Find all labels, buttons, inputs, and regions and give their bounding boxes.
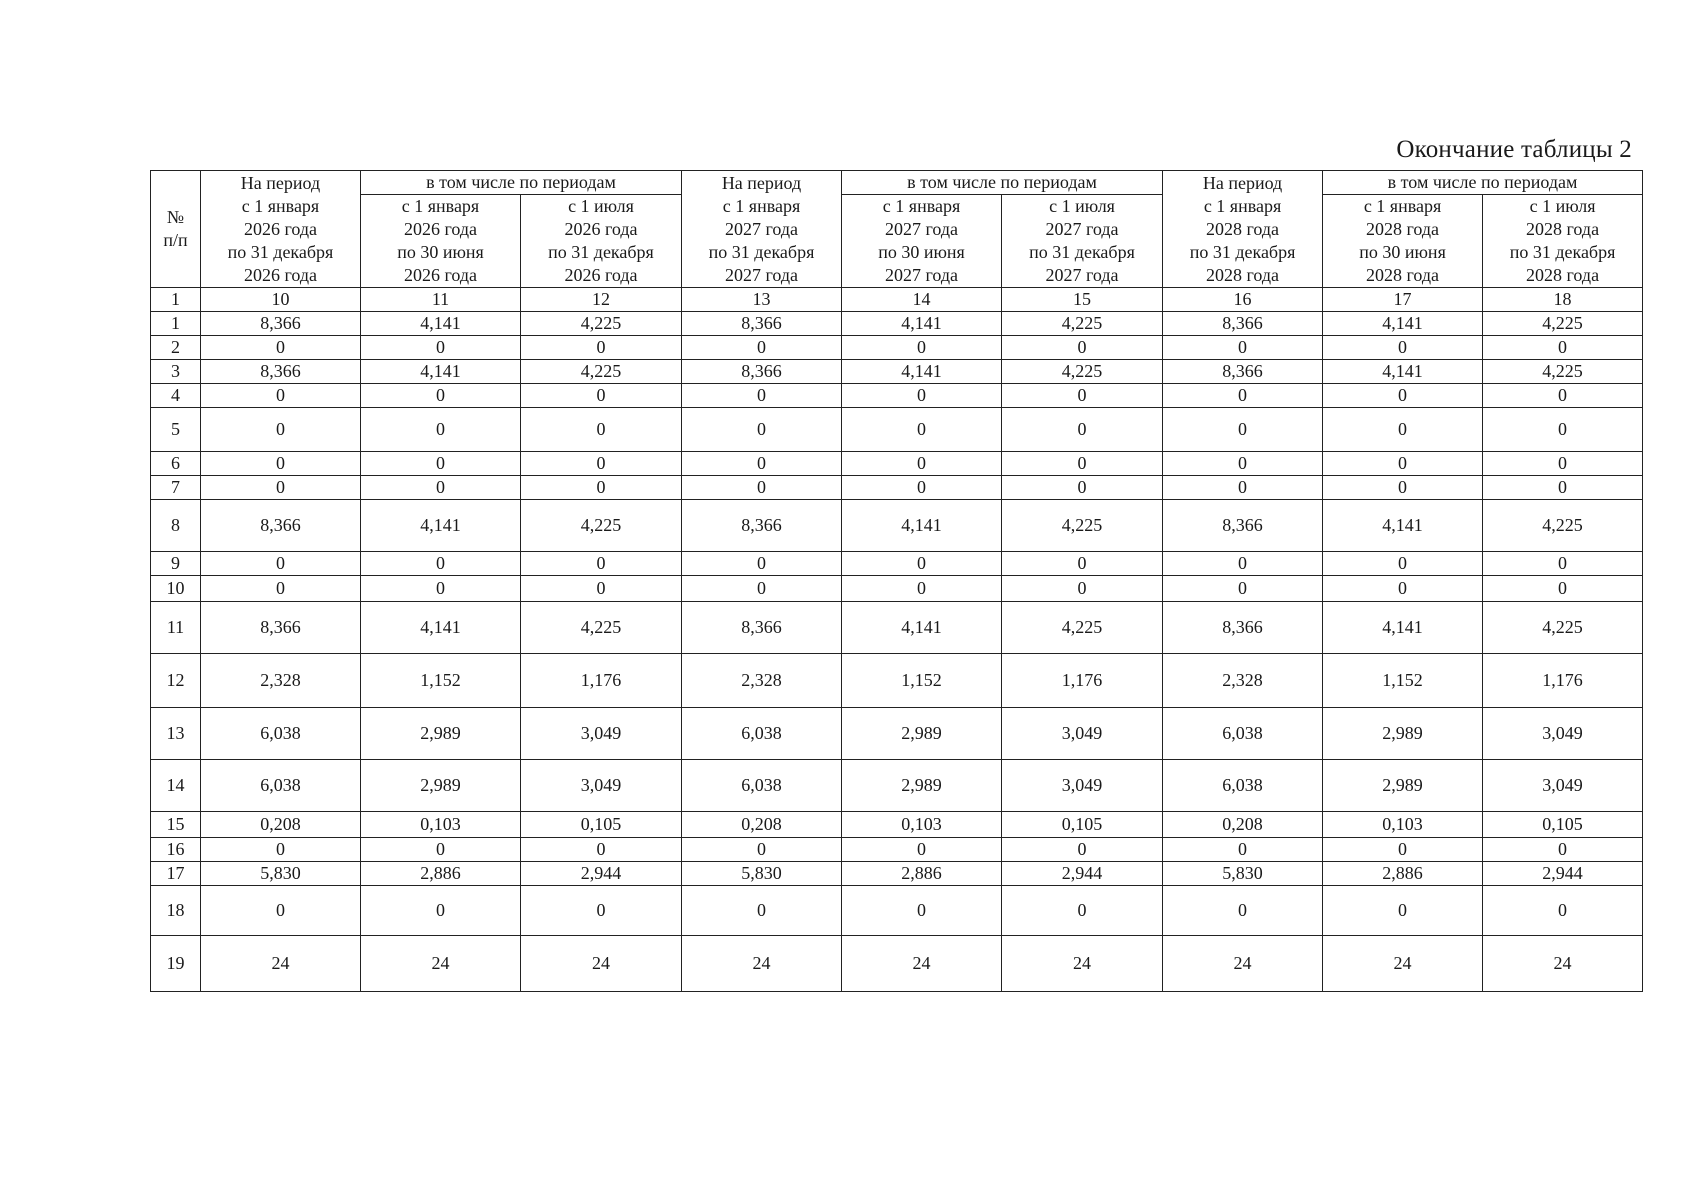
table-cell: 0 [1483,886,1643,936]
table-cell: 2,944 [1002,862,1163,886]
table-cell: 2,989 [842,760,1002,812]
table-cell: 2,328 [201,654,361,708]
table-cell: 3,049 [1483,708,1643,760]
table-cell: 0,103 [361,812,521,838]
first-half-header-2026: с 1 января 2026 года по 30 июня 2026 года [361,195,521,288]
table-cell: 0 [361,886,521,936]
table-cell: 24 [361,936,521,992]
table-cell: 0 [1002,476,1163,500]
table-cell: 4,141 [842,312,1002,336]
column-number: 12 [521,288,682,312]
row-number: 6 [151,452,201,476]
num-col-header: № п/п [151,171,201,288]
table-cell: 3,049 [1483,760,1643,812]
table-cell: 24 [1483,936,1643,992]
table-cell: 0 [1163,886,1323,936]
row-number: 2 [151,336,201,360]
row-number: 11 [151,602,201,654]
table-cell: 4,225 [1002,500,1163,552]
table-cell: 0 [1323,838,1483,862]
table-cell: 4,141 [1323,602,1483,654]
table-cell: 4,141 [1323,312,1483,336]
table-row [151,384,1643,408]
table-body [151,312,1643,992]
table-cell: 0,208 [201,812,361,838]
row-number: 12 [151,654,201,708]
table-cell: 0 [521,384,682,408]
row-number: 18 [151,886,201,936]
data-table [150,170,1643,992]
table-row [151,576,1643,602]
table-row [151,500,1643,552]
second-half-header-2028: с 1 июля 2028 года по 31 декабря 2028 года [1483,195,1643,288]
row-number: 14 [151,760,201,812]
first-half-header-2027: с 1 января 2027 года по 30 июня 2027 года [842,195,1002,288]
table-cell: 0 [1323,336,1483,360]
table-cell: 1,176 [1002,654,1163,708]
table-cell: 0 [201,576,361,602]
table-cell: 0,105 [1002,812,1163,838]
table-cell: 0 [1002,384,1163,408]
table-cell: 8,366 [201,602,361,654]
row-number: 1 [151,312,201,336]
table-cell: 0 [361,452,521,476]
table-cell: 8,366 [1163,360,1323,384]
table-cell: 0 [1483,476,1643,500]
table-cell: 0,208 [682,812,842,838]
table-cell: 4,141 [1323,360,1483,384]
table-row [151,360,1643,384]
table-cell: 2,989 [361,760,521,812]
table-cell: 8,366 [682,500,842,552]
table-cell: 0 [361,408,521,452]
table-cell: 24 [842,936,1002,992]
table-cell: 0 [1483,576,1643,602]
table-cell: 0 [682,886,842,936]
table-cell: 4,225 [1483,602,1643,654]
table-cell: 6,038 [682,760,842,812]
row-number: 13 [151,708,201,760]
row-number: 16 [151,838,201,862]
table-cell: 8,366 [1163,602,1323,654]
table-cell: 0 [842,576,1002,602]
table-cell: 0 [521,336,682,360]
table-cell: 0 [201,476,361,500]
table-cell: 0 [682,408,842,452]
table-cell: 24 [521,936,682,992]
table-cell: 0 [1002,886,1163,936]
column-number-row [151,288,1643,312]
table-cell: 0 [842,452,1002,476]
table-cell: 0,208 [1163,812,1323,838]
table-cell: 4,225 [1483,312,1643,336]
row-number: 8 [151,500,201,552]
table-cell: 8,366 [1163,312,1323,336]
table-cell: 24 [1002,936,1163,992]
table-cell: 0 [1163,452,1323,476]
table-row [151,336,1643,360]
table-cell: 2,944 [1483,862,1643,886]
table-cell: 24 [1323,936,1483,992]
table-cell: 0 [521,838,682,862]
table-cell: 0,103 [1323,812,1483,838]
table-cell: 8,366 [201,360,361,384]
table-row [151,862,1643,886]
table-cell: 2,886 [842,862,1002,886]
table-cell: 0 [682,336,842,360]
table-cell: 0 [1323,384,1483,408]
table-cell: 0 [201,838,361,862]
table-cell: 2,328 [1163,654,1323,708]
row-number: 3 [151,360,201,384]
table-cell: 0 [1002,408,1163,452]
table-cell: 24 [682,936,842,992]
table-cell: 0 [1163,838,1323,862]
table-row [151,452,1643,476]
table-cell: 0 [521,886,682,936]
table-cell: 3,049 [521,760,682,812]
table-cell: 2,989 [1323,708,1483,760]
table-cell: 0 [1163,552,1323,576]
table-row [151,312,1643,336]
table-cell: 4,225 [1483,360,1643,384]
table-cell: 0,105 [521,812,682,838]
table-cell: 0 [1483,838,1643,862]
table-cell: 0 [1483,452,1643,476]
table-cell: 5,830 [682,862,842,886]
table-row [151,602,1643,654]
table-cell: 3,049 [521,708,682,760]
table-row [151,476,1643,500]
table-cell: 6,038 [682,708,842,760]
table-cell: 2,989 [842,708,1002,760]
table-cell: 0 [201,384,361,408]
column-number: 11 [361,288,521,312]
period-total-header-2027: На период с 1 января 2027 года по 31 декабря 2027 года [682,171,842,288]
table-cell: 2,989 [1323,760,1483,812]
table-cell: 2,886 [361,862,521,886]
table-cell: 0 [1323,886,1483,936]
table-cell: 0 [521,552,682,576]
table-cell: 0 [201,336,361,360]
table-cell: 8,366 [201,500,361,552]
table-cell: 5,830 [201,862,361,886]
table-cell: 6,038 [1163,708,1323,760]
row-number: 7 [151,476,201,500]
table-cell: 2,989 [361,708,521,760]
table-cell: 2,886 [1323,862,1483,886]
table-cell: 0 [521,452,682,476]
table-cell: 2,944 [521,862,682,886]
table-cell: 0 [1483,408,1643,452]
table-cell: 0 [1163,384,1323,408]
table-cell: 0 [682,552,842,576]
table-cell: 0 [682,576,842,602]
table-cell: 4,225 [521,360,682,384]
table-cell: 8,366 [682,602,842,654]
row-number: 19 [151,936,201,992]
period-total-header-2028: На период с 1 января 2028 года по 31 декабря 2028 года [1163,171,1323,288]
table-cell: 0 [842,552,1002,576]
table-row [151,654,1643,708]
table-cell: 4,225 [521,500,682,552]
table-cell: 0 [1323,408,1483,452]
table-cell: 8,366 [682,360,842,384]
table-row [151,552,1643,576]
table-cell: 4,141 [1323,500,1483,552]
second-half-header-2026: с 1 июля 2026 года по 31 декабря 2026 года [521,195,682,288]
table-cell: 5,830 [1163,862,1323,886]
table-row [151,760,1643,812]
row-number: 4 [151,384,201,408]
table-cell: 0 [201,408,361,452]
row-number: 5 [151,408,201,452]
table-cell: 0 [682,384,842,408]
table-cell: 3,049 [1002,760,1163,812]
row-number: 15 [151,812,201,838]
table-row [151,708,1643,760]
table-caption: Окончание таблицы 2 [1396,136,1632,163]
subperiods-group-header-2027: в том числе по периодам [842,171,1163,195]
table-cell: 0 [361,838,521,862]
table-cell: 4,225 [521,312,682,336]
table-cell: 3,049 [1002,708,1163,760]
table-cell: 4,225 [1002,312,1163,336]
column-number: 16 [1163,288,1323,312]
table-cell: 0 [201,552,361,576]
table-cell: 8,366 [201,312,361,336]
row-number: 9 [151,552,201,576]
table-cell: 0 [1002,452,1163,476]
table-cell: 0 [1002,838,1163,862]
table-cell: 0 [842,886,1002,936]
second-half-header-2027: с 1 июля 2027 года по 31 декабря 2027 года [1002,195,1163,288]
table-cell: 4,141 [842,500,1002,552]
table-cell: 0 [1163,408,1323,452]
table-cell: 0 [1483,552,1643,576]
table-cell: 4,141 [842,602,1002,654]
table-cell: 4,225 [1002,360,1163,384]
column-number: 10 [201,288,361,312]
table-cell: 0 [1323,476,1483,500]
period-total-header-2026: На период с 1 января 2026 года по 31 декабря 2026 года [201,171,361,288]
table-cell: 8,366 [1163,500,1323,552]
table-row [151,838,1643,862]
column-number: 18 [1483,288,1643,312]
table-cell: 0 [842,408,1002,452]
column-number: 13 [682,288,842,312]
table-cell: 1,152 [361,654,521,708]
table-cell: 0 [361,384,521,408]
table-cell: 0 [361,552,521,576]
table-cell: 24 [201,936,361,992]
table-cell: 24 [1163,936,1323,992]
table-cell: 0 [842,384,1002,408]
table-cell: 1,176 [521,654,682,708]
table-cell: 0 [1002,576,1163,602]
table-cell: 4,141 [361,312,521,336]
table-cell: 0 [842,336,1002,360]
table-cell: 0 [361,476,521,500]
table-cell: 0 [201,452,361,476]
table-cell: 4,225 [521,602,682,654]
table-row [151,886,1643,936]
table-cell: 1,152 [1323,654,1483,708]
row-number: 10 [151,576,201,602]
subperiods-group-header-2028: в том числе по периодам [1323,171,1643,195]
table-cell: 0,105 [1483,812,1643,838]
table-cell: 0 [1323,552,1483,576]
column-number: 15 [1002,288,1163,312]
table-cell: 0 [521,576,682,602]
table-cell: 0 [842,476,1002,500]
column-number: 17 [1323,288,1483,312]
table-cell: 0 [682,838,842,862]
column-number: 1 [151,288,201,312]
table-cell: 0 [682,452,842,476]
table-cell: 4,141 [842,360,1002,384]
table-cell: 6,038 [201,708,361,760]
table-cell: 0 [1483,384,1643,408]
table-cell: 0 [842,838,1002,862]
table-cell: 0 [1323,452,1483,476]
table-cell: 0 [682,476,842,500]
table-cell: 0 [521,408,682,452]
table-row [151,408,1643,452]
table-cell: 0 [1163,576,1323,602]
table-cell: 0 [1163,336,1323,360]
table-cell: 0,103 [842,812,1002,838]
table-cell: 0 [1483,336,1643,360]
table-cell: 0 [1323,576,1483,602]
table-cell: 1,176 [1483,654,1643,708]
first-half-header-2028: с 1 января 2028 года по 30 июня 2028 года [1323,195,1483,288]
row-number: 17 [151,862,201,886]
table-cell: 4,225 [1483,500,1643,552]
table-cell: 0 [1163,476,1323,500]
subperiods-group-header-2026: в том числе по периодам [361,171,682,195]
table-cell: 0 [1002,552,1163,576]
table-cell: 0 [361,576,521,602]
table-cell: 0 [361,336,521,360]
table-cell: 4,225 [1002,602,1163,654]
table-cell: 2,328 [682,654,842,708]
table-cell: 0 [1002,336,1163,360]
table-cell: 6,038 [201,760,361,812]
table-cell: 4,141 [361,360,521,384]
table-cell: 4,141 [361,500,521,552]
table-cell: 0 [201,886,361,936]
table-cell: 6,038 [1163,760,1323,812]
table-row [151,936,1643,992]
table-cell: 8,366 [682,312,842,336]
table-cell: 1,152 [842,654,1002,708]
column-number: 14 [842,288,1002,312]
table-cell: 4,141 [361,602,521,654]
table-row [151,812,1643,838]
table-cell: 0 [521,476,682,500]
